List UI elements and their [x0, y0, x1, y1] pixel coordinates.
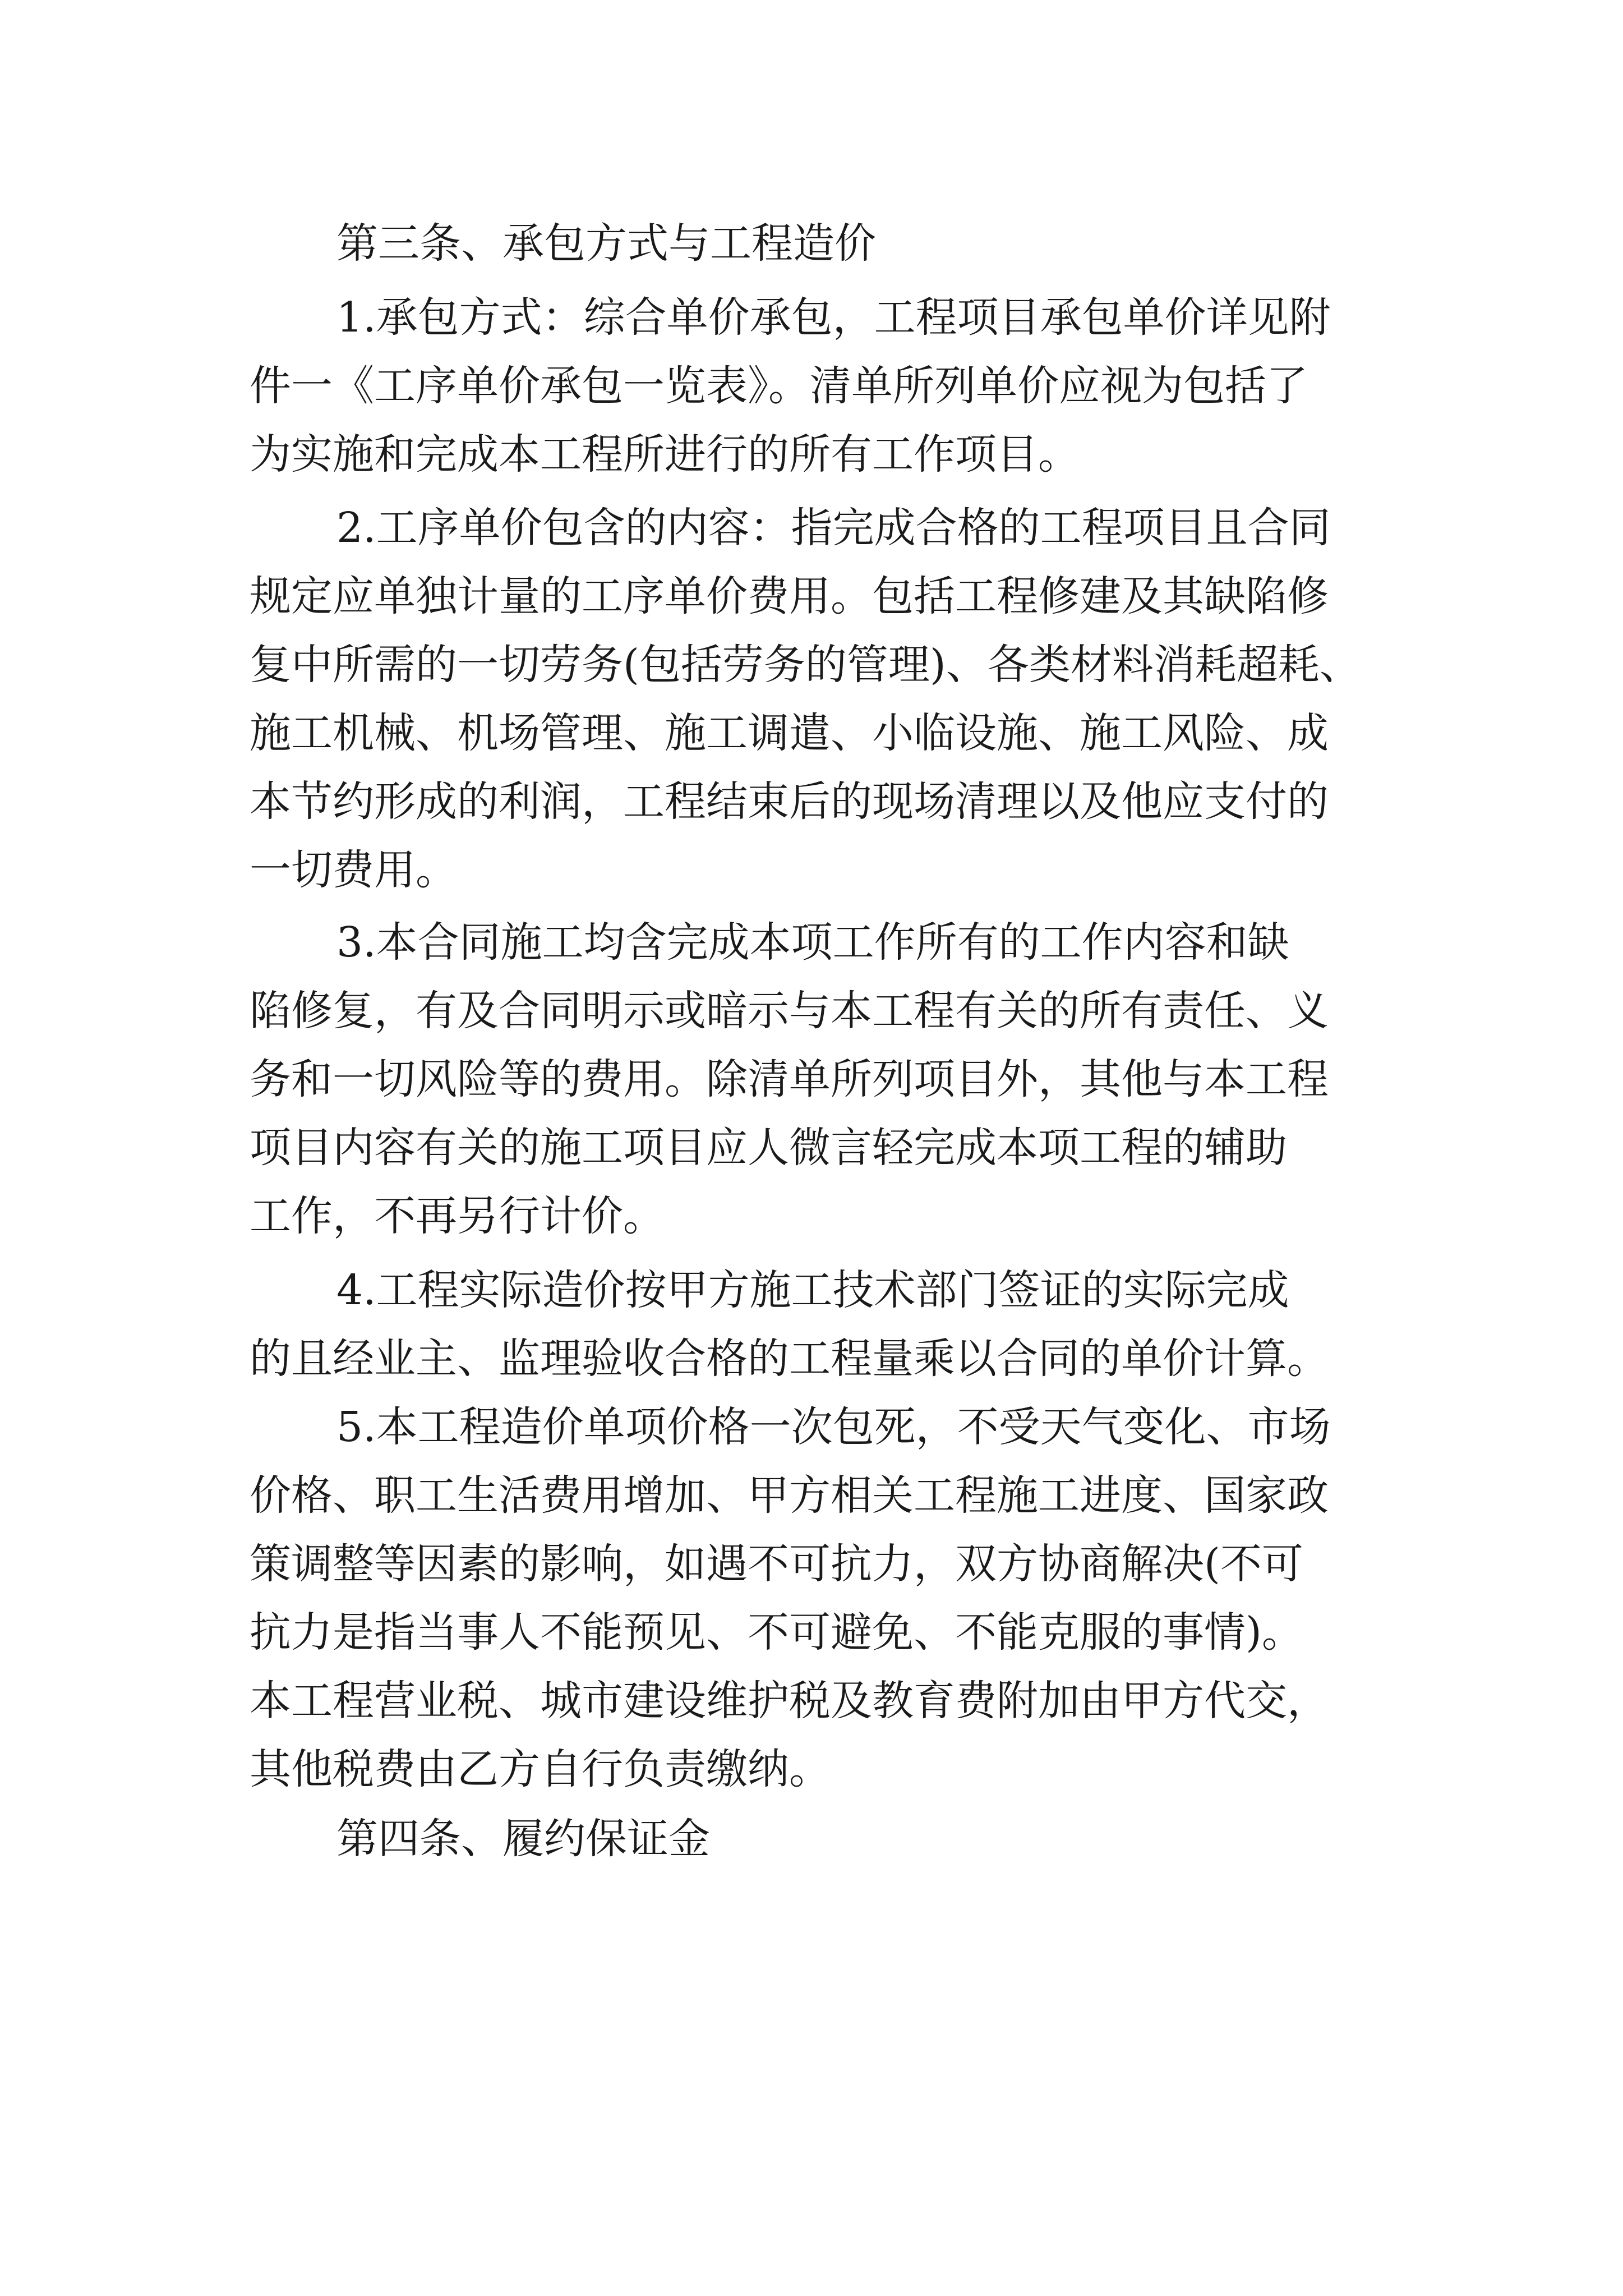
paragraph-line: 施工机械、机场管理、施工调遣、小临设施、施工风险、成 [250, 709, 1329, 757]
paragraph-line: 工作，不再另行计价。 [250, 1192, 665, 1240]
paragraph-line: 件一《工序单价承包一览表》。清单所列单价应视为包括了 [250, 362, 1308, 410]
paragraph-line: 的且经业主、监理验收合格的工程量乘以合同的单价计算。 [250, 1335, 1329, 1383]
paragraph-line: 陷修复，有及合同明示或暗示与本工程有关的所有责任、义 [250, 987, 1329, 1035]
paragraph-line: 一切费用。 [250, 846, 457, 894]
paragraph-line: 本节约形成的利润，工程结束后的现场清理以及他应支付的 [250, 777, 1329, 826]
paragraph-line: 5.本工程造价单项价格一次包死，不受天气变化、市场 [336, 1403, 1331, 1451]
paragraph-line: 2.工序单价包含的内容：指完成合格的工程项目且合同 [336, 504, 1331, 552]
paragraph-line: 价格、职工生活费用增加、甲方相关工程施工进度、国家政 [250, 1471, 1329, 1520]
paragraph-line: 其他税费由乙方自行负责缴纳。 [250, 1745, 831, 1793]
heading-article-4: 第四条、履约保证金 [336, 1815, 710, 1863]
paragraph-line: 4.工程实际造价按甲方施工技术部门签证的实际完成 [336, 1266, 1289, 1314]
paragraph-line: 策调整等因素的影响，如遇不可抗力，双方协商解决(不可 [250, 1540, 1303, 1588]
paragraph-line: 3.本合同施工均含完成本项工作所有的工作内容和缺 [336, 918, 1289, 967]
paragraph-line: 抗力是指当事人不能预见、不可避免、不能克服的事情)。 [250, 1608, 1303, 1657]
paragraph-line: 项目内容有关的施工项目应人微言轻完成本项工程的辅助 [250, 1124, 1287, 1172]
paragraph-line: 为实施和完成本工程所进行的所有工作项目。 [250, 430, 1080, 478]
paragraph-line: 本工程营业税、城市建设维护税及教育费附加由甲方代交， [250, 1677, 1329, 1725]
paragraph-line: 务和一切风险等的费用。除清单所列项目外，其他与本工程 [250, 1055, 1329, 1103]
paragraph-line: 复中所需的一切劳务(包括劳务的管理)、各类材料消耗超耗、 [250, 641, 1361, 689]
paragraph-line: 1.承包方式：综合单价承包，工程项目承包单价详见附 [336, 293, 1331, 342]
paragraph-line: 规定应单独计量的工序单价费用。包括工程修建及其缺陷修 [250, 572, 1329, 620]
heading-article-3: 第三条、承包方式与工程造价 [336, 219, 876, 268]
